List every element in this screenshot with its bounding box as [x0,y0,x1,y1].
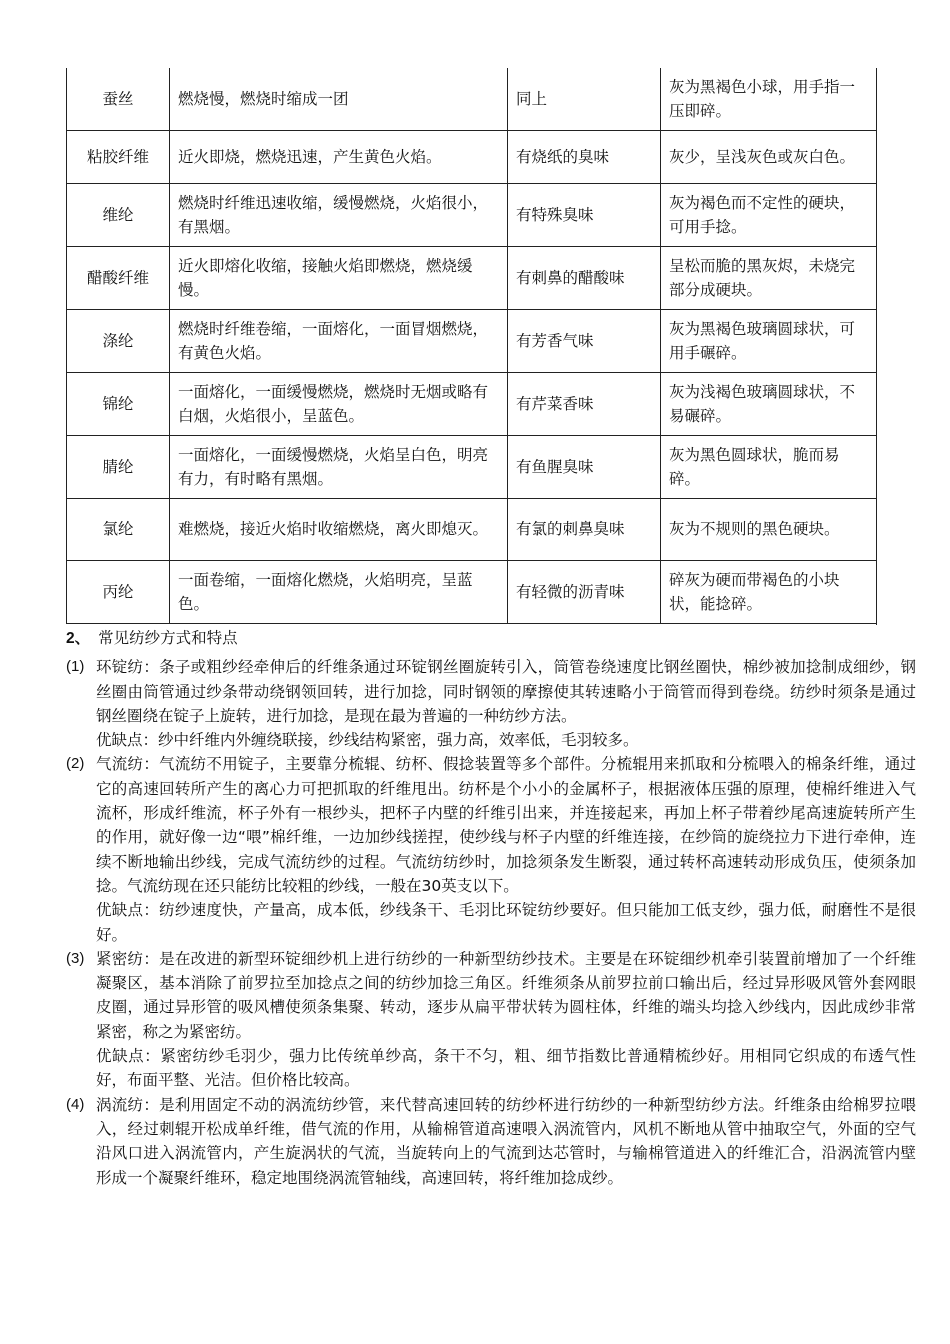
smell-cell: 有芹菜香味 [508,372,661,435]
smell-cell: 有特殊臭味 [508,183,661,246]
burning-cell: 一面卷缩，一面熔化燃烧，火焰明亮，呈蓝色。 [170,560,508,623]
section-title: 常见纺纱方式和特点 [98,629,238,647]
table-row [67,498,877,560]
spinning-methods-section [66,626,916,1190]
item-text: 环锭纺：条子或粗纱经牵伸后的纤维条通过环锭钢丝圈旋转引入，筒管卷绕速度比钢丝圈快，棉纱被加捻制成细纱，钢丝圈由筒管通过纱条带动绕钢领回转，进行加捻，同时钢领的摩擦使其转速略小于筒管而得到卷绕。纺纱时须条是通过钢丝圈绕在锭子上旋转，进行加捻，是现在最为普遍的一种纺纱方法。 [96,658,916,725]
fiber-name-cell: 蚕丝 [67,68,170,130]
table-row [67,246,877,309]
smell-cell: 有刺鼻的醋酸味 [508,246,661,309]
table-row [67,560,877,623]
residue-cell: 呈松而脆的黑灰烬，未烧完部分成硬块。 [661,246,877,309]
fiber-name-cell: 氯纶 [67,498,170,560]
burning-cell: 燃烧时纤维迅速收缩，缓慢燃烧，火焰很小，有黑烟。 [170,183,508,246]
table-row [67,309,877,372]
smell-cell: 有鱼腥臭味 [508,435,661,498]
item-pros-cons: 优缺点：纱中纤维内外缠绕联接，纱线结构紧密，强力高，效率低，毛羽较多。 [96,731,639,750]
smell-cell: 有芳香气味 [508,309,661,372]
fiber-name-cell: 醋酸纤维 [67,246,170,309]
burning-cell: 一面熔化，一面缓慢燃烧，燃烧时无烟或略有白烟，火焰很小，呈蓝色。 [170,372,508,435]
residue-cell: 灰为浅褐色玻璃圆球状，不易碾碎。 [661,372,877,435]
item-pros-cons: 优缺点：纺纱速度快，产量高，成本低，纱线条干、毛羽比环锭纺纱要好。但只能加工低支纱，强力低，耐磨性不是很好。 [96,901,916,944]
smell-cell: 同上 [508,68,661,130]
burning-cell: 燃烧时纤维卷缩，一面熔化，一面冒烟燃烧，有黄色火焰。 [170,309,508,372]
item-index: (2) [66,755,85,773]
table-row [67,372,877,435]
item-index: (1) [66,658,85,676]
table-row [67,130,877,183]
list-item [66,1093,916,1190]
burning-cell: 燃烧慢，燃烧时缩成一团 [170,68,508,130]
smell-cell: 有轻微的沥青味 [508,560,661,623]
table-row [67,68,877,130]
burning-cell: 一面熔化，一面缓慢燃烧，火焰呈白色，明亮有力，有时略有黑烟。 [170,435,508,498]
section-number: 2、 [66,630,91,647]
burning-cell: 难燃烧，接近火焰时收缩燃烧，离火即熄灭。 [170,498,508,560]
residue-cell: 碎灰为硬而带褐色的小块状，能捻碎。 [661,560,877,623]
item-pros-cons: 优缺点：紧密纺纱毛羽少，强力比传统单纱高，条干不匀，粗、细节指数比普通精梳纱好。用相同它织成的布透气性好，布面平整、光洁。但价格比较高。 [96,1047,916,1090]
list-item [66,947,916,1093]
section-heading [66,626,916,651]
fiber-name-cell: 维纶 [67,183,170,246]
fiber-name-cell: 丙纶 [67,560,170,623]
table-edge-line [876,622,877,625]
residue-cell: 灰为黑褐色小球，用手指一压即碎。 [661,68,877,130]
table-row [67,183,877,246]
item-text: 涡流纺：是利用固定不动的涡流纺纱管，来代替高速回转的纺纱杯进行纺纱的一种新型纺纱方法。纤维条由给棉罗拉喂入，经过刺辊开松成单纤维，借气流的作用，从输棉管道高速喂入涡流管内，风机不断地从管中抽取空气，外面的空气沿风口进入涡流管内，产生旋涡状的气流，当旋转向上的气流到达芯管时，与输棉管道进入的纤维汇合，沿涡流管内壁形成一个凝聚纤维环，稳定地围绕涡流管轴线，高速回转，将纤维加捻成纱。 [96,1095,916,1187]
fiber-name-cell: 锦纶 [67,372,170,435]
fiber-name-cell: 腈纶 [67,435,170,498]
item-text: 紧密纺：是在改进的新型环锭细纱机上进行纺纱的一种新型纺纱技术。主要是在环锭细纱机牵引装置前增加了一个纤维凝聚区，基本消除了前罗拉至加捻点之间的纺纱加捻三角区。纤维须条从前罗拉前口输出后，经过异形吸风管外套网眼皮圈，通过异形管的吸风槽使须条集聚、转动，逐步从扁平带状转为圆柱体，纤维的端头均捻入纱线内，因此成纱非常紧密，称之为紧密纺。 [96,949,916,1041]
smell-cell: 有氯的刺鼻臭味 [508,498,661,560]
fiber-name-cell: 粘胶纤维 [67,130,170,183]
item-index: (4) [66,1095,85,1113]
item-text: 气流纺：气流纺不用锭子，主要靠分梳辊、纺杯、假捻装置等多个部件。分梳辊用来抓取和分梳喂入的棉条纤维，通过它的高速回转所产生的离心力可把抓取的纤维甩出。纺杯是个小小的金属杯子，根据液体压强的原理，使棉纤维进入气流杯，形成纤维流，杯子外有一根纱头，把杯子内壁的纤维引出来，并连接起来，再加上杯子带着纱尾高速旋转所产生的作用，就好像一边“喂”棉纤维，一边加纱线搓捏，使纱线与杯子内壁的纤维连接，在纱筒的旋绕拉力下进行牵伸，连续不断地输出纱线，完成气流纺纱的过程。气流纺纺纱时，加捻须条发生断裂，通过转杯高速转动形成负压，使须条加捻。气流纺现在还只能纺比较粗的纱线，一般在30英支以下。 [96,755,916,895]
fiber-burning-table [66,68,877,624]
residue-cell: 灰少，呈浅灰色或灰白色。 [661,130,877,183]
residue-cell: 灰为褐色而不定性的硬块，可用手捻。 [661,183,877,246]
fiber-name-cell: 涤纶 [67,309,170,372]
residue-cell: 灰为不规则的黑色硬块。 [661,498,877,560]
table-row [67,435,877,498]
smell-cell: 有烧纸的臭味 [508,130,661,183]
residue-cell: 灰为黑褐色玻璃圆球状，可用手碾碎。 [661,309,877,372]
burning-cell: 近火即熔化收缩，接触火焰即燃烧，燃烧缓慢。 [170,246,508,309]
burning-cell: 近火即烧，燃烧迅速，产生黄色火焰。 [170,130,508,183]
list-item [66,655,916,752]
item-index: (3) [66,949,85,967]
residue-cell: 灰为黑色圆球状，脆而易碎。 [661,435,877,498]
list-item [66,752,916,946]
